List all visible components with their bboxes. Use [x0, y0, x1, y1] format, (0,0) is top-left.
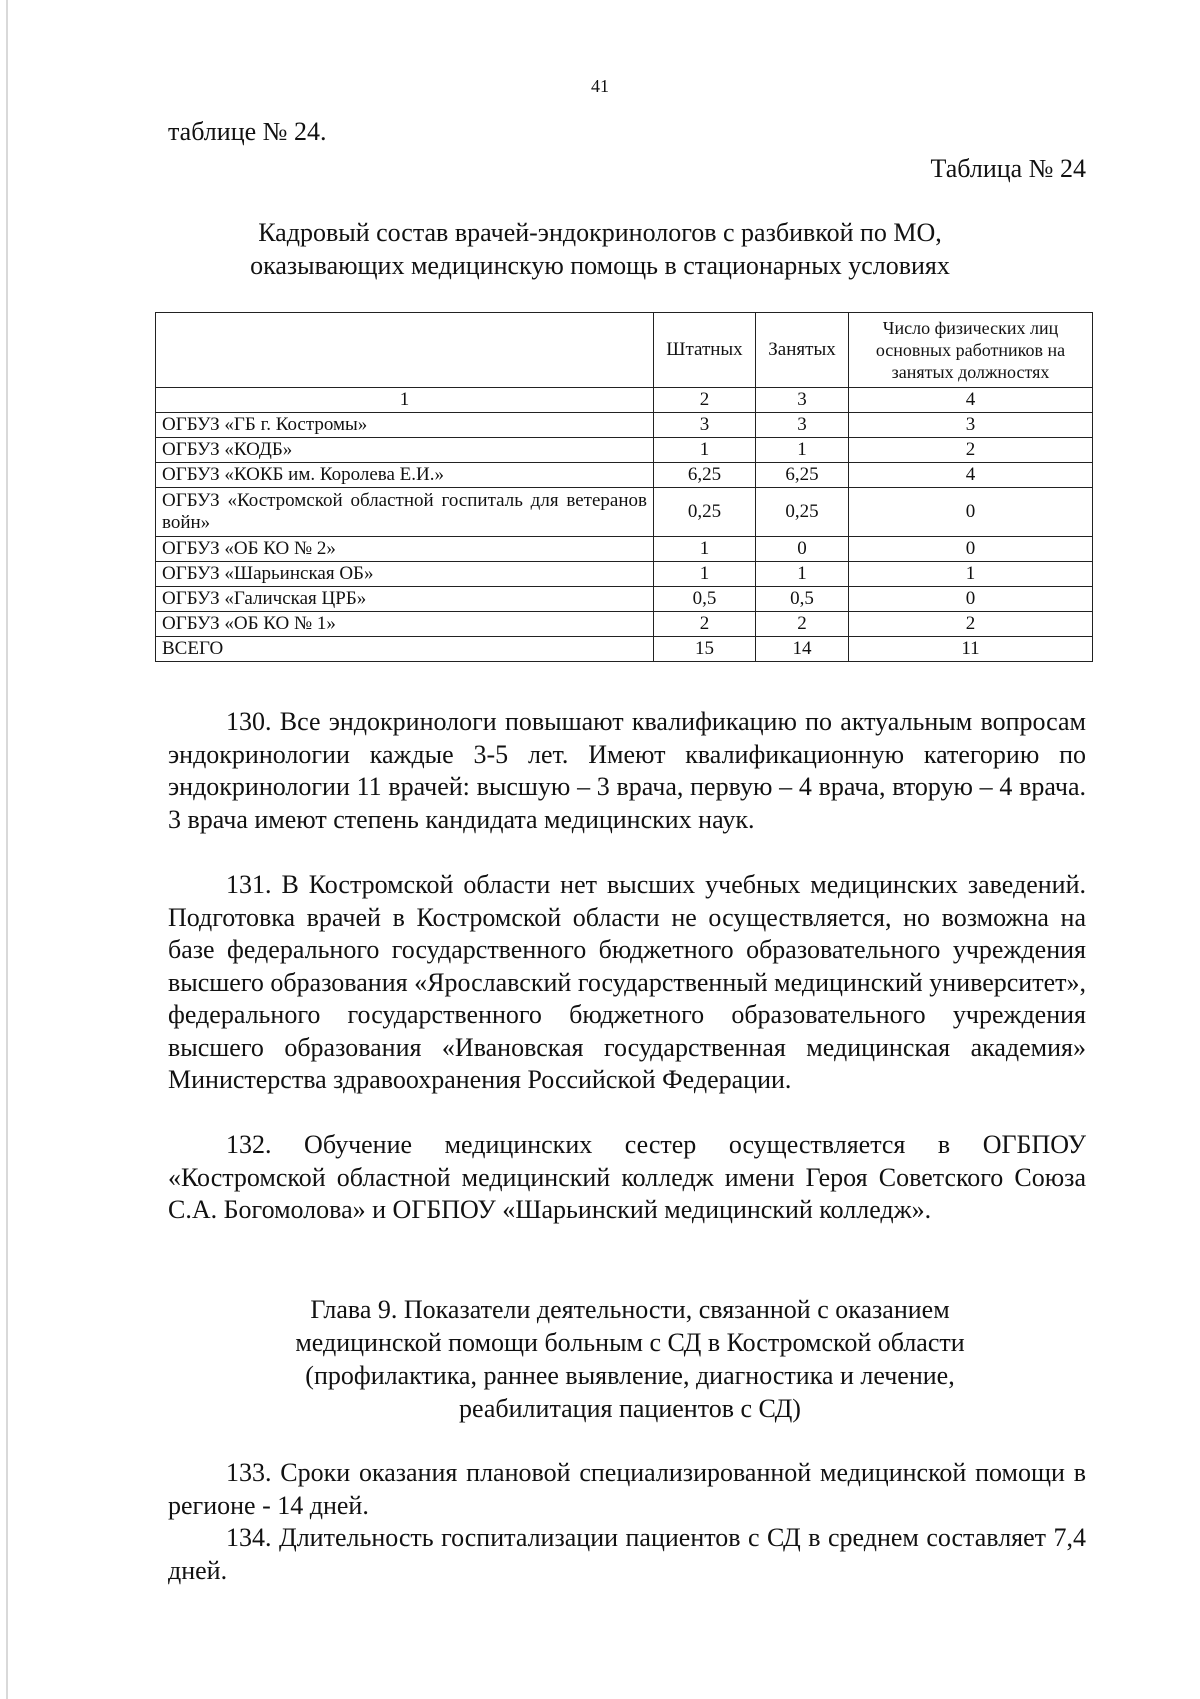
header-physical-persons: Число физических лиц основных работников на занятых должностях	[849, 313, 1093, 388]
table-cell: 1	[654, 438, 756, 463]
table-cell: 3	[849, 413, 1093, 438]
table-cell: 2	[756, 612, 849, 637]
table-row	[156, 413, 1093, 438]
table-label: Таблица № 24	[930, 154, 1086, 183]
table-row	[156, 463, 1093, 488]
paragraph-134: 134. Длительность госпитализации пациентов с СД в среднем составляет 7,4 дней.	[168, 1523, 1086, 1585]
table-cell-organization: ОГБУЗ «Шарьинская ОБ»	[156, 562, 654, 587]
table-row	[156, 438, 1093, 463]
table-cell: 0,5	[654, 587, 756, 612]
table-index-row	[156, 388, 1093, 413]
table-cell: 4	[849, 463, 1093, 488]
table-cell: 1	[654, 562, 756, 587]
table-cell: 2	[654, 612, 756, 637]
page-edge	[6, 0, 8, 1699]
table-cell: 2	[849, 612, 1093, 637]
table-cell-organization: ОГБУЗ «КОДБ»	[156, 438, 654, 463]
staff-table	[155, 312, 1093, 662]
table-cell: 2	[654, 388, 756, 413]
table-cell-organization: ОГБУЗ «ГБ г. Костромы»	[156, 413, 654, 438]
chapter-heading-line: реабилитация пациентов с СД)	[459, 1394, 801, 1423]
table-title-line: оказывающих медицинскую помощь в стационарных условиях	[250, 251, 950, 280]
table-cell: 1	[849, 562, 1093, 587]
table-cell: 0,5	[756, 587, 849, 612]
paragraph-132: 132. Обучение медицинских сестер осуществляется в ОГБПОУ «Костромской областной медицинский колледж имени Героя Советского Союза С.А. Богомолова» и ОГБПОУ «Шарьинский медицинский колледж».	[168, 1130, 1086, 1224]
table-cell: 4	[849, 388, 1093, 413]
table-cell: 0,25	[654, 488, 756, 537]
table-cell-organization: ОГБУЗ «КОКБ им. Королева Е.И.»	[156, 463, 654, 488]
paragraph-130: 130. Все эндокринологи повышают квалификацию по актуальным вопросам эндокринологии каждые 3-5 лет. Имеют квалификационную категорию по эндокринологии 11 врачей: высшую – 3 врача, первую – 4 врача, вторую – 4 врача. 3 врача имеют степень кандидата медицинских наук.	[168, 707, 1086, 834]
table-cell-organization: ОГБУЗ «Костромской областной госпиталь для ветеранов войн»	[156, 488, 654, 537]
table-row	[156, 612, 1093, 637]
table-cell: 0	[849, 587, 1093, 612]
table-cell: 6,25	[756, 463, 849, 488]
table-header-row	[156, 313, 1093, 388]
page-number: 41	[591, 76, 609, 96]
table-cell-organization: ОГБУЗ «Галичская ЦРБ»	[156, 587, 654, 612]
chapter-heading-line: Глава 9. Показатели деятельности, связанной с оказанием	[310, 1295, 950, 1324]
chapter-heading-line: (профилактика, раннее выявление, диагностика и лечение,	[305, 1361, 955, 1390]
header-organization	[156, 313, 654, 388]
table-cell: 0	[849, 488, 1093, 537]
table-cell: 0,25	[756, 488, 849, 537]
table-cell: 0	[756, 537, 849, 562]
header-occupied-positions: Занятых	[756, 313, 849, 388]
table-row	[156, 537, 1093, 562]
table-cell: 3	[756, 388, 849, 413]
table-cell: 15	[654, 637, 756, 662]
table-cell: 3	[654, 413, 756, 438]
chapter-heading-line: медицинской помощи больным с СД в Костромской области	[295, 1328, 965, 1357]
header-staff-positions: Штатных	[654, 313, 756, 388]
paragraph-133: 133. Сроки оказания плановой специализированной медицинской помощи в регионе - 14 дней.	[168, 1458, 1086, 1520]
table-cell: 1	[654, 537, 756, 562]
table-title-line: Кадровый состав врачей-эндокринологов с разбивкой по МО,	[258, 218, 942, 247]
table-cell-organization: ОГБУЗ «ОБ КО № 2»	[156, 537, 654, 562]
table-cell: 14	[756, 637, 849, 662]
table-cell-organization: ВСЕГО	[156, 637, 654, 662]
table-cell-organization: ОГБУЗ «ОБ КО № 1»	[156, 612, 654, 637]
table-title	[200, 216, 1000, 282]
chapter-heading	[230, 1293, 1030, 1425]
table-row	[156, 488, 1093, 537]
table-total-row	[156, 637, 1093, 662]
table-cell: 1	[156, 388, 654, 413]
table-cell: 11	[849, 637, 1093, 662]
table-cell: 1	[756, 438, 849, 463]
intro-text: таблице № 24.	[168, 117, 327, 146]
table-cell: 3	[756, 413, 849, 438]
table-row	[156, 562, 1093, 587]
table-row	[156, 587, 1093, 612]
paragraph-131: 131. В Костромской области нет высших учебных медицинских заведений. Подготовка врачей в Костромской области не осуществляется, но возможна на базе федерального государственного бюджетного образовательного учреждения высшего образования «Ярославский государственный медицинский университет», федерального государственного бюджетного образовательного учреждения высшего образования «Ивановская государственная медицинская академия» Министерства здравоохранения Российской Федерации.	[168, 870, 1086, 1094]
table-cell: 1	[756, 562, 849, 587]
table-cell: 6,25	[654, 463, 756, 488]
table-cell: 0	[849, 537, 1093, 562]
table-cell: 2	[849, 438, 1093, 463]
